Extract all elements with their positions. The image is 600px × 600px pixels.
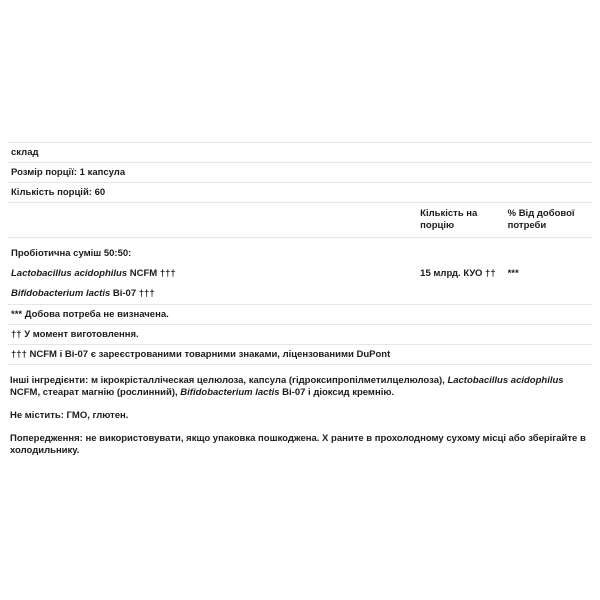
other-ingredients-text: Інші інгредієнти: м ікрокрісталліческая целюлоза, капсула (гідроксипропілметилцелюлоза),	[10, 375, 448, 386]
other-ingredients-text: Bi-07 і діоксид кремнію.	[279, 387, 395, 398]
ingredient-amount	[417, 284, 504, 305]
other-ingredients-species: Lactobacillus acidophilus	[447, 375, 564, 386]
column-header-row	[8, 203, 592, 238]
ingredient-amount: 15 млрд. КУО ††	[420, 268, 496, 279]
ingredient-name	[8, 264, 417, 284]
blend-label-row	[8, 238, 592, 265]
facts-title-row	[8, 143, 592, 163]
other-ingredients-species: Bifidobacterium lactis	[180, 387, 280, 398]
blend-label: Пробіотична суміш 50:50:	[11, 248, 132, 259]
supplement-facts-section	[8, 142, 592, 468]
serving-size: Розмір порції: 1 капсула	[8, 163, 592, 183]
footnote-row	[8, 305, 592, 325]
serving-size-row	[8, 163, 592, 183]
free-from-statement: Не містить: ГМО, глютен.	[10, 410, 129, 421]
footnote-row	[8, 325, 592, 345]
warning-statement: Попередження: не використовувати, якщо упаковка пошкоджена. Х раните в прохолодному сухому місці або зберігайте в холодильнику.	[10, 433, 586, 456]
ingredient-strain: NCFM †††	[127, 268, 176, 279]
ingredient-species: Bifidobacterium lactis	[11, 288, 111, 299]
ingredient-row	[8, 264, 592, 284]
other-ingredients	[10, 375, 590, 399]
servings-count-row	[8, 183, 592, 203]
ingredient-strain: Bi-07 †††	[110, 288, 155, 299]
other-ingredients-text: NCFM, стеарат магнію (рослинний),	[10, 387, 181, 398]
supplement-facts-table	[8, 142, 592, 365]
ingredient-name	[8, 284, 417, 305]
servings-count: Кількість порцій: 60	[8, 183, 592, 203]
facts-title: склад	[8, 143, 592, 163]
footnote-row	[8, 345, 592, 365]
additional-info	[8, 375, 592, 457]
footnote-manufacture: †† У момент виготовлення.	[8, 325, 592, 345]
ingredient-row	[8, 284, 592, 305]
ingredient-daily-value	[505, 284, 592, 305]
column-header-blank	[8, 203, 417, 238]
ingredient-daily-value: ***	[507, 268, 519, 279]
ingredient-species: Lactobacillus acidophilus	[11, 268, 128, 279]
column-header-amount: Кількість на порцію	[417, 203, 504, 238]
column-header-daily-value: % Від добової потреби	[505, 203, 592, 238]
footnote-daily-value: *** Добова потреба не визначена.	[8, 305, 592, 325]
footnote-trademark: ††† NCFM і Bi-07 є зареєстрованими товарними знаками, ліцензованими DuPont	[8, 345, 592, 365]
